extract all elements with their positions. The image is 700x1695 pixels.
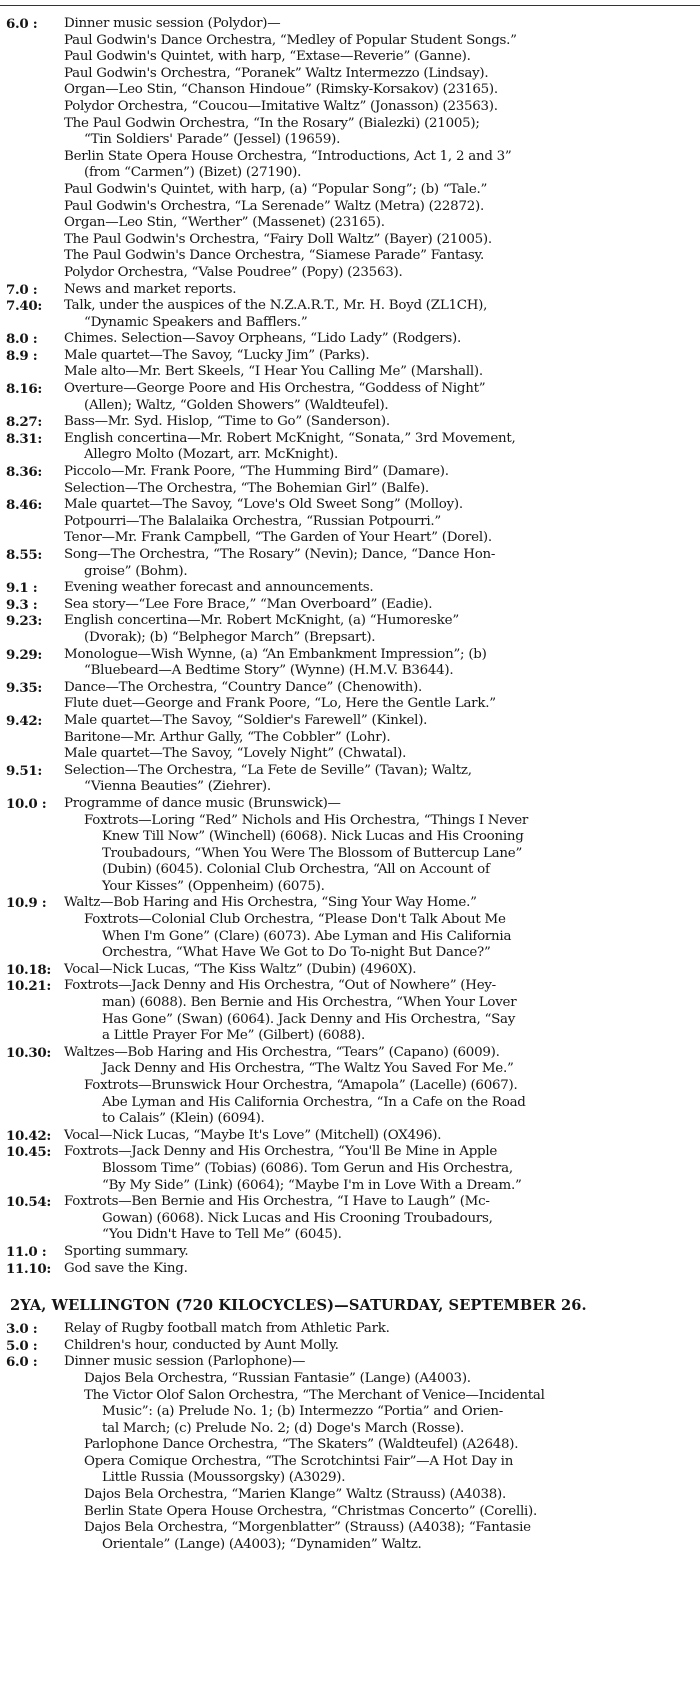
programme-entry	[6, 1045, 692, 1128]
entry-line: Male quartet—The Savoy, “Love's Old Sweet Song” (Molloy).	[64, 497, 463, 513]
entry-line: Evening weather forecast and announcements.	[64, 580, 374, 596]
entry-line: When I'm Gone” (Clare) (6073). Abe Lyman and His California	[102, 928, 512, 944]
entry-line: Dinner music session (Parlophone)—	[64, 1354, 306, 1370]
entry-time: 10.45:	[6, 1144, 52, 1161]
entry-line: Paul Godwin's Orchestra, “La Serenade” Waltz (Metra) (22872).	[64, 198, 484, 214]
entry-body	[64, 1338, 692, 1355]
entry-line: Your Kisses” (Oppenheim) (6075).	[102, 878, 325, 894]
entry-line: Talk, under the auspices of the N.Z.A.R.T., Mr. H. Boyd (ZL1CH),	[64, 298, 488, 314]
entry-line: Waltz—Bob Haring and His Orchestra, “Sing Your Way Home.”	[64, 895, 477, 911]
entry-body	[64, 1354, 692, 1553]
programme-entry	[6, 680, 692, 713]
top-rule	[0, 5, 700, 6]
entry-line: Foxtrots—Ben Bernie and His Orchestra, “I Have to Laugh” (Mc-	[64, 1194, 490, 1210]
entry-time: 8.55:	[6, 547, 43, 563]
entry-line: Polydor Orchestra, “Valse Poudree” (Popy) (23563).	[64, 264, 403, 280]
entry-line: Foxtrots—Brunswick Hour Orchestra, “Amapola” (Lacelle) (6067).	[84, 1078, 518, 1093]
entry-time: 8.0 :	[6, 331, 38, 348]
entry-line: Opera Comique Orchestra, “The Scrotchintsi Fair”—A Hot Day in	[84, 1453, 514, 1469]
entry-body	[64, 580, 692, 597]
entry-line: tal March; (c) Prelude No. 2; (d) Doge's March (Rosse).	[102, 1420, 465, 1436]
programme-entry	[6, 1338, 692, 1355]
entry-time: 8.31:	[6, 430, 43, 447]
entry-line: Flute duet—George and Frank Poore, “Lo, Here the Gentle Lark.”	[64, 696, 496, 712]
entry-time: 9.23:	[6, 613, 43, 630]
programme-entry	[6, 978, 692, 1044]
entry-body	[64, 381, 692, 414]
entry-line: Monologue—Wish Wynne, (a) “An Embankment Impression”; (b)	[64, 646, 487, 662]
entry-line: Vocal—Nick Lucas, “Maybe It's Love” (Mitchell) (OX496).	[64, 1127, 442, 1143]
programme-entry	[6, 348, 692, 381]
entry-line: Jack Denny and His Orchestra, “The Waltz You Saved For Me.”	[102, 1061, 514, 1077]
entry-body	[64, 1321, 692, 1338]
entry-time: 7.0 :	[6, 281, 38, 298]
entry-line: Dinner music session (Polydor)—	[64, 16, 281, 31]
programme-entry	[6, 1244, 692, 1261]
entry-body	[64, 962, 692, 979]
programme-entry	[6, 1321, 692, 1338]
entry-time: 3.0 :	[6, 1321, 38, 1338]
entry-line: to Calais” (Klein) (6094).	[102, 1111, 265, 1127]
entry-time: 8.46:	[6, 497, 43, 514]
entry-body	[64, 1144, 692, 1194]
entry-time: 9.35:	[6, 679, 43, 696]
entry-line: “You Didn't Have to Tell Me” (6045).	[102, 1227, 342, 1243]
entry-body	[64, 1045, 692, 1128]
entry-line: Foxtrots—Jack Denny and His Orchestra, “Out of Nowhere” (Hey-	[64, 978, 496, 994]
programme-entry	[6, 962, 692, 979]
entry-line: Waltzes—Bob Haring and His Orchestra, “Tears” (Capano) (6009).	[64, 1044, 500, 1060]
programme-entry	[6, 1144, 692, 1194]
entry-body	[64, 414, 692, 431]
entry-time: 9.29:	[6, 646, 43, 663]
programme-entry	[6, 1128, 692, 1145]
entry-time: 10.21:	[6, 978, 52, 995]
entry-body	[64, 1244, 692, 1261]
entry-line: Dajos Bela Orchestra, “Marien Klange” Waltz (Strauss) (A4038).	[84, 1487, 506, 1503]
entry-time: 8.27:	[6, 414, 43, 431]
entry-line: Vocal—Nick Lucas, “The Kiss Waltz” (Dubin) (4960X).	[64, 961, 417, 977]
entry-body	[64, 597, 692, 614]
entry-line: Male quartet—The Savoy, “Lovely Night” (Chwatal).	[64, 746, 407, 762]
programme-entry	[6, 464, 692, 497]
entry-line: “By My Side” (Link) (6064); “Maybe I'm in Love With a Dream.”	[102, 1177, 522, 1193]
entry-line: Male quartet—The Savoy, “Lucky Jim” (Parks).	[64, 347, 370, 363]
entry-body	[64, 895, 692, 961]
entry-body	[64, 763, 692, 796]
entry-time: 10.30:	[6, 1044, 52, 1061]
entry-body	[64, 796, 692, 896]
entry-time: 10.9 :	[6, 895, 47, 912]
entry-line: Overture—George Poore and His Orchestra, “Goddess of Night”	[64, 381, 486, 397]
entry-time: 9.1 :	[6, 580, 38, 597]
programme-entry	[6, 613, 692, 646]
entry-time: 5.0 :	[6, 1337, 38, 1354]
entry-time: 8.9 :	[6, 347, 38, 364]
programme-entry	[6, 1261, 692, 1278]
entry-time: 8.16:	[6, 381, 43, 398]
entry-body	[64, 298, 692, 331]
entry-line: Orientale” (Lange) (A4003); “Dynamiden” Waltz.	[102, 1536, 422, 1552]
programme-entry	[6, 1194, 692, 1244]
entry-line: “Dynamic Speakers and Bafflers.”	[84, 314, 308, 330]
entry-time: 6.0 :	[6, 1354, 38, 1371]
entry-line: Organ—Leo Stin, “Chanson Hindoue” (Rimsky-Korsakov) (23165).	[64, 82, 498, 98]
entry-body	[64, 431, 692, 464]
entry-line: Music”: (a) Prelude No. 1; (b) Intermezzo “Portia” and Orien-	[102, 1404, 504, 1420]
programme-list-2ya	[6, 1321, 692, 1553]
entry-line: Programme of dance music (Brunswick)—	[64, 795, 341, 811]
entry-body	[64, 680, 692, 713]
programme-entry	[6, 597, 692, 614]
entry-line: Troubadours, “When You Were The Blossom of Buttercup Lane”	[102, 845, 523, 861]
entry-time: 11.10:	[6, 1260, 52, 1277]
entry-line: Paul Godwin's Orchestra, “Poranek” Waltz Intermezzo (Lindsay).	[64, 65, 489, 81]
entry-line: (from “Carmen”) (Bizet) (27190).	[84, 165, 302, 181]
entry-body	[64, 613, 692, 646]
entry-line: Foxtrots—Jack Denny and His Orchestra, “You'll Be Mine in Apple	[64, 1144, 498, 1160]
entry-line: Little Russia (Moussorgsky) (A3029).	[102, 1470, 346, 1486]
entry-line: (Allen); Waltz, “Golden Showers” (Waldteufel).	[84, 397, 389, 413]
entry-line: Selection—The Orchestra, “The Bohemian Girl” (Balfe).	[64, 480, 429, 496]
entry-line: Male quartet—The Savoy, “Soldier's Farewell” (Kinkel).	[64, 712, 428, 728]
entry-body	[64, 1194, 692, 1244]
entry-line: Paul Godwin's Quintet, with harp, “Extase—Reverie” (Ganne).	[64, 49, 471, 65]
entry-body	[64, 331, 692, 348]
programme-entry	[6, 381, 692, 414]
entry-line: The Paul Godwin's Orchestra, “Fairy Doll Waltz” (Bayer) (21005).	[64, 231, 492, 247]
entry-line: English concertina—Mr. Robert McKnight, “Sonata,” 3rd Movement,	[64, 430, 516, 446]
programme-entry	[6, 713, 692, 763]
entry-line: Dajos Bela Orchestra, “Morgenblatter” (Strauss) (A4038); “Fantasie	[84, 1520, 531, 1536]
entry-line: Paul Godwin's Quintet, with harp, (a) “Popular Song”; (b) “Tale.”	[64, 181, 488, 197]
entry-time: 9.3 :	[6, 596, 38, 613]
programme-entry	[6, 298, 692, 331]
programme-entry	[6, 282, 692, 299]
entry-line: Berlin State Opera House Orchestra, “Christmas Concerto” (Corelli).	[84, 1503, 538, 1519]
entry-line: Blossom Time” (Tobias) (6086). Tom Gerun and His Orchestra,	[102, 1160, 513, 1176]
entry-time: 6.0 :	[6, 16, 38, 32]
programme-list-1ya	[6, 16, 692, 1277]
entry-line: “Tin Soldiers' Parade” (Jessel) (19659).	[84, 132, 341, 148]
entry-line: Orchestra, “What Have We Got to Do To-night But Dance?”	[102, 945, 491, 961]
entry-line: Allegro Molto (Mozart, arr. McKnight).	[84, 447, 339, 463]
entry-body	[64, 16, 692, 282]
entry-line: “Vienna Beauties” (Ziehrer).	[84, 779, 271, 795]
entry-line: a Little Prayer For Me” (Gilbert) (6088).	[102, 1028, 365, 1044]
entry-line: “Bluebeard—A Bedtime Story” (Wynne) (H.M.V. B3644).	[84, 663, 454, 679]
programme-entry	[6, 331, 692, 348]
entry-line: News and market reports.	[64, 281, 237, 297]
entry-time: 9.42:	[6, 712, 43, 729]
entry-line: The Victor Olof Salon Orchestra, “The Merchant of Venice—Incidental	[84, 1387, 545, 1403]
entry-line: Paul Godwin's Dance Orchestra, “Medley of Popular Student Songs.”	[64, 32, 517, 48]
programme-entry	[6, 796, 692, 896]
entry-line: Potpourri—The Balalaika Orchestra, “Russian Potpourri.”	[64, 513, 441, 529]
programme-entry	[6, 580, 692, 597]
entry-body	[64, 497, 692, 547]
entry-line: Male alto—Mr. Bert Skeels, “I Hear You Calling Me” (Marshall).	[64, 364, 483, 380]
entry-line: Abe Lyman and His California Orchestra, “In a Cafe on the Road	[102, 1094, 526, 1110]
entry-line: Gowan) (6068). Nick Lucas and His Crooning Troubadours,	[102, 1210, 493, 1226]
entry-line: Chimes. Selection—Savoy Orpheans, “Lido Lady” (Rodgers).	[64, 331, 462, 347]
programme-entry	[6, 547, 692, 580]
entry-line: Polydor Orchestra, “Coucou—Imitative Waltz” (Jonasson) (23563).	[64, 98, 498, 114]
entry-time: 10.0 :	[6, 795, 47, 812]
programme-entry	[6, 414, 692, 431]
entry-line: The Paul Godwin Orchestra, “In the Rosary” (Bialezki) (21005);	[64, 115, 480, 131]
entry-line: man) (6088). Ben Bernie and His Orchestra, “When Your Lover	[102, 995, 517, 1011]
entry-time: 10.42:	[6, 1127, 52, 1144]
entry-body	[64, 1261, 692, 1278]
entry-line: Parlophone Dance Orchestra, “The Skaters” (Waldteufel) (A2648).	[84, 1437, 519, 1453]
entry-time: 8.36:	[6, 464, 43, 481]
entry-body	[64, 978, 692, 1044]
entry-body	[64, 348, 692, 381]
entry-body	[64, 1128, 692, 1145]
programme-entry	[6, 497, 692, 547]
entry-line: (Dubin) (6045). Colonial Club Orchestra, “All on Account of	[102, 862, 490, 878]
entry-line: Sporting summary.	[64, 1243, 189, 1259]
programme-entry	[6, 1354, 692, 1553]
programme-entry	[6, 647, 692, 680]
entry-line: Sea story—“Lee Fore Brace,” “Man Overboard” (Eadie).	[64, 596, 433, 612]
programme-entry	[6, 16, 692, 282]
entry-line: God save the King.	[64, 1260, 188, 1276]
entry-time: 10.54:	[6, 1194, 52, 1211]
entry-line: Has Gone” (Swan) (6064). Jack Denny and His Orchestra, “Say	[102, 1011, 516, 1027]
entry-line: Selection—The Orchestra, “La Fete de Seville” (Tavan); Waltz,	[64, 762, 472, 778]
entry-line: Tenor—Mr. Frank Campbell, “The Garden of Your Heart” (Dorel).	[64, 530, 492, 546]
entry-time: 11.0 :	[6, 1243, 47, 1260]
programme-entry	[6, 763, 692, 796]
entry-line: Relay of Rugby football match from Athletic Park.	[64, 1321, 390, 1337]
entry-line: The Paul Godwin's Dance Orchestra, “Siamese Parade” Fantasy.	[64, 248, 485, 264]
entry-time: 10.18:	[6, 961, 52, 978]
entry-time: 7.40:	[6, 298, 43, 315]
entry-body	[64, 647, 692, 680]
station-heading: 2YA, WELLINGTON (720 KILOCYCLES)—SATURDAY, SEPTEMBER 26.	[10, 1297, 587, 1315]
entry-line: Baritone—Mr. Arthur Gally, “The Cobbler” (Lohr).	[64, 729, 391, 745]
entry-body	[64, 464, 692, 497]
entry-line: Foxtrots—Colonial Club Orchestra, “Please Don't Talk About Me	[84, 912, 506, 928]
programme-entry	[6, 895, 692, 961]
entry-body	[64, 713, 692, 763]
entry-line: Berlin State Opera House Orchestra, “Introductions, Act 1, 2 and 3”	[64, 148, 512, 164]
entry-body	[64, 282, 692, 299]
entry-time: 9.51:	[6, 762, 43, 779]
entry-line: English concertina—Mr. Robert McKnight, (a) “Humoreske”	[64, 613, 459, 629]
entry-line: groise” (Bohm).	[84, 563, 188, 579]
entry-line: Dajos Bela Orchestra, “Russian Fantasie” (Lange) (A4003).	[84, 1370, 471, 1386]
entry-body	[64, 547, 692, 580]
entry-line: Organ—Leo Stin, “Werther” (Massenet) (23165).	[64, 215, 385, 231]
programme-entry	[6, 431, 692, 464]
entry-line: Foxtrots—Loring “Red” Nichols and His Orchestra, “Things I Never	[84, 812, 529, 828]
entry-line: Song—The Orchestra, “The Rosary” (Nevin); Dance, “Dance Hon-	[64, 547, 496, 562]
entry-line: Children's hour, conducted by Aunt Molly.	[64, 1337, 339, 1353]
entry-line: (Dvorak); (b) “Belphegor March” (Brepsart).	[84, 629, 376, 645]
entry-line: Piccolo—Mr. Frank Poore, “The Humming Bird” (Damare).	[64, 464, 449, 480]
entry-line: Dance—The Orchestra, “Country Dance” (Chenowith).	[64, 679, 423, 695]
entry-line: Bass—Mr. Syd. Hislop, “Time to Go” (Sanderson).	[64, 414, 390, 430]
entry-line: Knew Till Now” (Winchell) (6068). Nick Lucas and His Crooning	[102, 829, 524, 845]
